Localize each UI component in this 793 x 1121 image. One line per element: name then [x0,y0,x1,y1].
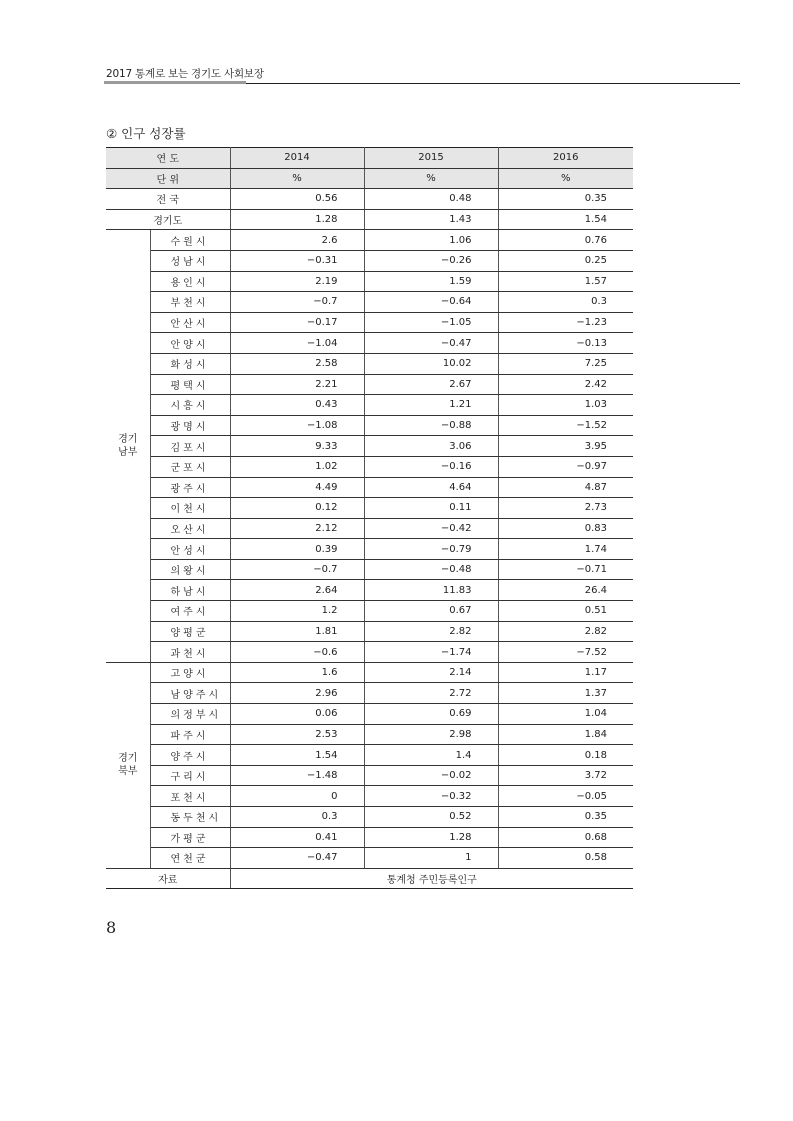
city-label: 안양시 [150,333,230,354]
city-label: 파주시 [150,724,230,745]
value-cell: 0 [230,786,364,807]
value-cell: 2.96 [230,683,364,704]
table-row [106,765,633,786]
table-row [106,539,633,560]
city-label: 평택시 [150,374,230,395]
value-cell: 2.67 [364,374,498,395]
value-cell: 0.39 [230,539,364,560]
value-cell: −0.47 [364,333,498,354]
table-row [106,230,633,251]
table-row [106,395,633,416]
value-cell: 1.84 [498,724,633,745]
table-row [106,580,633,601]
region-label: 경기도 [106,209,230,230]
group-label [106,662,150,868]
value-cell: 1.74 [498,539,633,560]
value-cell: 0.67 [364,601,498,622]
section-title: ② 인구 성장률 [106,126,186,141]
value-cell: −7.52 [498,642,633,663]
value-cell: −0.05 [498,786,633,807]
source-value: 통계청 주민등록인구 [230,868,633,889]
city-label: 가평군 [150,827,230,848]
group-label-text: 경기 남부 [118,434,138,459]
value-cell: 2.98 [364,724,498,745]
value-cell: −0.7 [230,292,364,313]
value-cell: 2.58 [230,353,364,374]
city-label: 포천시 [150,786,230,807]
region-label: 전 국 [106,189,230,210]
header-rule [246,83,740,84]
unit-label: 단 위 [106,168,230,189]
unit-header-row [106,168,633,189]
city-label: 광명시 [150,415,230,436]
value-cell: −0.88 [364,415,498,436]
table-row [106,559,633,580]
city-label: 고양시 [150,662,230,683]
value-cell: 0.18 [498,745,633,766]
value-cell: 4.49 [230,477,364,498]
value-cell: 1.28 [364,827,498,848]
value-cell: 11.83 [364,580,498,601]
city-label: 동두천시 [150,807,230,828]
value-cell: 1.54 [230,745,364,766]
value-cell: 1 [364,848,498,869]
value-cell: −0.17 [230,312,364,333]
value-cell: 2.6 [230,230,364,251]
value-cell: 2.82 [364,621,498,642]
value-cell: 0.51 [498,601,633,622]
value-cell: 0.43 [230,395,364,416]
table-row [106,601,633,622]
value-cell: 0.68 [498,827,633,848]
table-row [106,189,633,210]
city-label: 용인시 [150,271,230,292]
value-cell: 0.56 [230,189,364,210]
city-label: 남양주시 [150,683,230,704]
value-cell: 0.48 [364,189,498,210]
value-cell: 3.06 [364,436,498,457]
value-cell: 4.87 [498,477,633,498]
table-row [106,374,633,395]
value-cell: −0.97 [498,456,633,477]
table-body [106,148,633,889]
table-row [106,353,633,374]
value-cell: 1.21 [364,395,498,416]
value-cell: 1.28 [230,209,364,230]
value-cell: −0.6 [230,642,364,663]
value-cell: 2.19 [230,271,364,292]
value-cell: −0.16 [364,456,498,477]
value-cell: 2.14 [364,662,498,683]
value-cell: −0.64 [364,292,498,313]
table-row [106,518,633,539]
population-growth-table [106,147,633,889]
unit-header: % [498,168,633,189]
table-row [106,848,633,869]
value-cell: 1.37 [498,683,633,704]
value-cell: −0.71 [498,559,633,580]
unit-header: % [364,168,498,189]
year-header-row [106,148,633,169]
table-row [106,209,633,230]
source-label: 자료 [106,868,230,889]
value-cell: 2.21 [230,374,364,395]
table-row [106,683,633,704]
value-cell: −0.02 [364,765,498,786]
value-cell: 4.64 [364,477,498,498]
value-cell: −1.08 [230,415,364,436]
value-cell: −1.05 [364,312,498,333]
running-header: 2017 통계로 보는 경기도 사회보장 [106,68,264,80]
value-cell: 1.4 [364,745,498,766]
table-row [106,498,633,519]
city-label: 하남시 [150,580,230,601]
value-cell: −0.13 [498,333,633,354]
value-cell: 26.4 [498,580,633,601]
year-label: 연 도 [106,148,230,169]
value-cell: 0.58 [498,848,633,869]
table-row [106,642,633,663]
value-cell: 1.02 [230,456,364,477]
value-cell: −1.23 [498,312,633,333]
value-cell: −1.48 [230,765,364,786]
page-number: 8 [106,918,117,937]
value-cell: 1.54 [498,209,633,230]
value-cell: 1.59 [364,271,498,292]
value-cell: −1.04 [230,333,364,354]
value-cell: −0.79 [364,539,498,560]
city-label: 화성시 [150,353,230,374]
value-cell: 2.82 [498,621,633,642]
city-label: 의왕시 [150,559,230,580]
year-header: 2014 [230,148,364,169]
value-cell: 3.95 [498,436,633,457]
value-cell: 0.11 [364,498,498,519]
table-row [106,292,633,313]
city-label: 과천시 [150,642,230,663]
value-cell: 0.35 [498,189,633,210]
table-row [106,807,633,828]
value-cell: 0.76 [498,230,633,251]
year-header: 2015 [364,148,498,169]
source-row [106,868,633,889]
value-cell: 7.25 [498,353,633,374]
value-cell: 1.04 [498,704,633,725]
value-cell: 0.3 [230,807,364,828]
city-label: 여주시 [150,601,230,622]
value-cell: 2.12 [230,518,364,539]
table-row [106,786,633,807]
city-label: 김포시 [150,436,230,457]
value-cell: 1.81 [230,621,364,642]
city-label: 안산시 [150,312,230,333]
city-label: 수원시 [150,230,230,251]
city-label: 군포시 [150,456,230,477]
value-cell: 1.03 [498,395,633,416]
value-cell: 10.02 [364,353,498,374]
city-label: 의정부시 [150,704,230,725]
value-cell: −0.48 [364,559,498,580]
value-cell: 0.3 [498,292,633,313]
table-row [106,745,633,766]
table-row [106,704,633,725]
value-cell: 0.06 [230,704,364,725]
value-cell: −0.7 [230,559,364,580]
table-row [106,456,633,477]
value-cell: −0.42 [364,518,498,539]
city-label: 구리시 [150,765,230,786]
table-row [106,724,633,745]
table-row [106,250,633,271]
city-label: 광주시 [150,477,230,498]
value-cell: −0.32 [364,786,498,807]
value-cell: 0.83 [498,518,633,539]
group-label-text: 경기 북부 [118,753,138,778]
value-cell: 0.35 [498,807,633,828]
value-cell: 0.41 [230,827,364,848]
value-cell: −0.47 [230,848,364,869]
table-row [106,436,633,457]
value-cell: 1.17 [498,662,633,683]
value-cell: 0.25 [498,250,633,271]
city-label: 양평군 [150,621,230,642]
table-row [106,415,633,436]
value-cell: 1.57 [498,271,633,292]
value-cell: 2.53 [230,724,364,745]
value-cell: −0.26 [364,250,498,271]
table-row [106,312,633,333]
value-cell: 2.73 [498,498,633,519]
city-label: 오산시 [150,518,230,539]
table-row [106,333,633,354]
value-cell: 2.42 [498,374,633,395]
value-cell: −1.74 [364,642,498,663]
value-cell: 0.52 [364,807,498,828]
value-cell: 1.6 [230,662,364,683]
year-header: 2016 [498,148,633,169]
table-row [106,621,633,642]
value-cell: 9.33 [230,436,364,457]
header-accent-bar [104,81,246,84]
value-cell: −0.31 [230,250,364,271]
city-label: 연천군 [150,848,230,869]
table-row [106,271,633,292]
value-cell: 1.2 [230,601,364,622]
value-cell: 0.12 [230,498,364,519]
city-label: 안성시 [150,539,230,560]
city-label: 성남시 [150,250,230,271]
city-label: 시흥시 [150,395,230,416]
table-row [106,827,633,848]
value-cell: 0.69 [364,704,498,725]
table-row [106,662,633,683]
city-label: 부천시 [150,292,230,313]
value-cell: 3.72 [498,765,633,786]
value-cell: 1.43 [364,209,498,230]
city-label: 양주시 [150,745,230,766]
city-label: 이천시 [150,498,230,519]
group-label [106,230,150,662]
value-cell: −1.52 [498,415,633,436]
value-cell: 2.72 [364,683,498,704]
unit-header: % [230,168,364,189]
value-cell: 1.06 [364,230,498,251]
value-cell: 2.64 [230,580,364,601]
table-row [106,477,633,498]
